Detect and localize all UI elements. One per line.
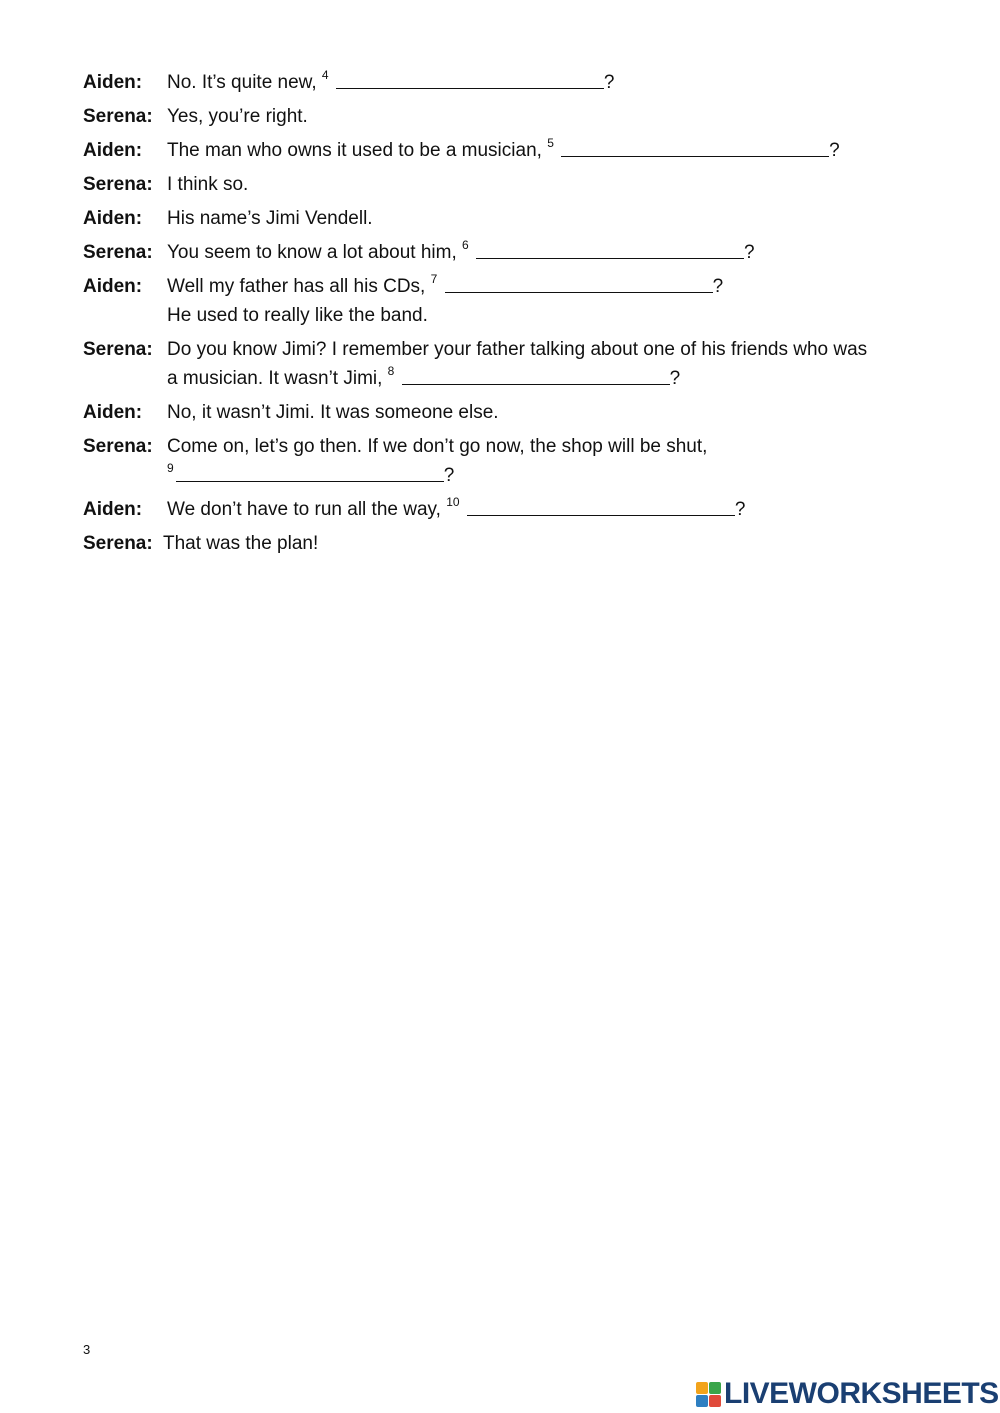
answer-blank-5[interactable] bbox=[561, 136, 829, 157]
question-number: 7 bbox=[430, 272, 438, 286]
dialogue-line bbox=[167, 238, 927, 267]
dialogue-line: His name’s Jimi Vendell. bbox=[167, 208, 373, 229]
logo-tile bbox=[696, 1382, 708, 1394]
logo-tile bbox=[709, 1382, 721, 1394]
line-text: No. It’s quite new, bbox=[167, 72, 322, 93]
answer-blank-7[interactable] bbox=[445, 272, 713, 293]
dialogue-line bbox=[167, 272, 927, 301]
line-text: You seem to know a lot about him, bbox=[167, 242, 463, 263]
line-text: We don’t have to run all the way, bbox=[167, 499, 447, 520]
dialogue-line: I think so. bbox=[167, 174, 249, 195]
line-text: Well my father has all his CDs, bbox=[167, 276, 431, 297]
question-number: 8 bbox=[387, 364, 395, 378]
speaker-label: Serena: bbox=[83, 174, 153, 195]
question-number: 5 bbox=[547, 136, 554, 150]
question-number: 6 bbox=[462, 238, 469, 252]
logo-tile bbox=[696, 1395, 708, 1407]
question-mark: ? bbox=[744, 242, 755, 263]
watermark-text: LIVEWORKSHEETS bbox=[724, 1377, 999, 1410]
speaker-label: Aiden: bbox=[83, 208, 143, 229]
liveworksheets-logo-icon bbox=[696, 1382, 721, 1407]
speaker-label: Serena: bbox=[83, 242, 153, 263]
question-mark: ? bbox=[829, 140, 840, 161]
speaker-label: Aiden: bbox=[83, 499, 143, 520]
speaker-label: Aiden: bbox=[83, 140, 143, 161]
speaker-label: Serena: bbox=[83, 106, 153, 127]
question-number: 10 bbox=[446, 495, 460, 509]
dialogue-line: He used to really like the band. bbox=[167, 305, 428, 326]
speaker-label: Aiden: bbox=[83, 72, 143, 93]
line-text: The man who owns it used to be a musician, bbox=[167, 140, 548, 161]
line-text: a musician. It wasn’t Jimi, bbox=[167, 368, 388, 389]
speaker-label: Serena: bbox=[83, 436, 153, 457]
answer-blank-6[interactable] bbox=[476, 238, 744, 259]
page-number: 3 bbox=[83, 1342, 91, 1357]
dialogue-line bbox=[167, 364, 927, 393]
question-number: 9 bbox=[167, 461, 174, 475]
dialogue-line bbox=[167, 68, 927, 97]
logo-tile bbox=[709, 1395, 721, 1407]
speaker-label: Aiden: bbox=[83, 402, 143, 423]
speaker-label: Serena: bbox=[83, 533, 153, 554]
question-mark: ? bbox=[443, 465, 455, 486]
speaker-label: Serena: bbox=[83, 339, 153, 360]
answer-blank-9[interactable] bbox=[176, 461, 444, 482]
question-number: 4 bbox=[321, 68, 329, 82]
dialogue-line bbox=[167, 461, 927, 490]
question-mark: ? bbox=[712, 276, 724, 297]
dialogue-line: Do you know Jimi? I remember your father talking about one of his friends who was bbox=[167, 339, 868, 360]
question-mark: ? bbox=[734, 499, 746, 520]
dialogue-line: That was the plan! bbox=[163, 533, 319, 554]
dialogue-line: Yes, you’re right. bbox=[167, 106, 308, 127]
answer-blank-10[interactable] bbox=[467, 495, 735, 516]
dialogue-line: Come on, let’s go then. If we don’t go now, the shop will be shut, bbox=[167, 436, 708, 457]
question-mark: ? bbox=[603, 72, 615, 93]
answer-blank-8[interactable] bbox=[402, 364, 670, 385]
answer-blank-4[interactable] bbox=[336, 68, 604, 89]
liveworksheets-watermark[interactable] bbox=[696, 1378, 999, 1410]
dialogue-line bbox=[167, 495, 927, 524]
dialogue-line: No, it wasn’t Jimi. It was someone else. bbox=[167, 402, 499, 423]
dialogue-line bbox=[167, 136, 927, 165]
speaker-label: Aiden: bbox=[83, 276, 143, 297]
dialogue bbox=[0, 0, 1000, 600]
question-mark: ? bbox=[669, 368, 681, 389]
